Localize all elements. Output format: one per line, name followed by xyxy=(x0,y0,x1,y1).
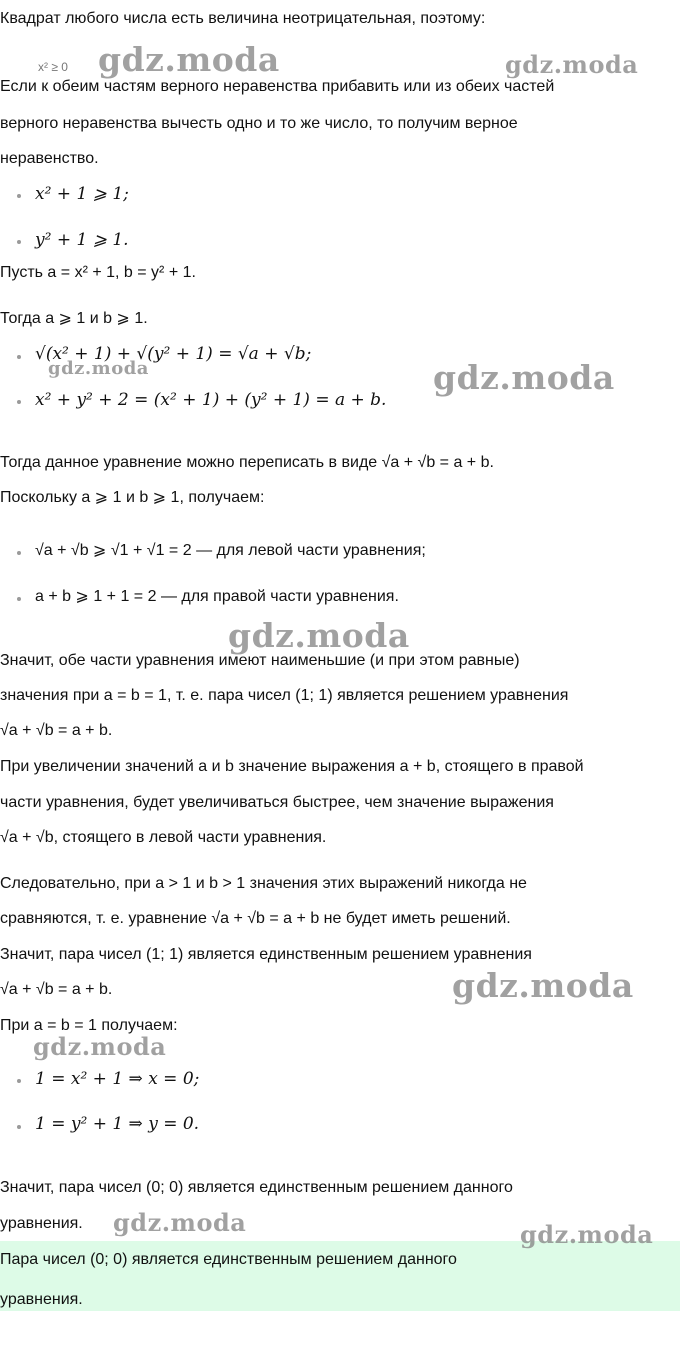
formula-item: a + b ⩾ 1 + 1 = 2 — для правой части уравнения. xyxy=(35,588,399,605)
watermark: gdz.moda xyxy=(452,966,634,1005)
text-line: неравенство. xyxy=(0,150,99,167)
text-line: Следовательно, при a > 1 и b > 1 значения этих выражений никогда не xyxy=(0,875,527,892)
formula-fragment: x² ≥ 0 xyxy=(38,60,68,74)
watermark: gdz.moda xyxy=(48,358,149,379)
watermark: gdz.moda xyxy=(433,358,615,397)
answer-box xyxy=(0,1241,680,1311)
text-line: При увеличении значений a и b значение выражения a + b, стоящего в правой xyxy=(0,758,584,775)
watermark: gdz.moda xyxy=(98,40,280,79)
bullet-dot xyxy=(17,355,21,359)
text-line: При a = b = 1 получаем: xyxy=(0,1017,178,1034)
formula-item: 1 = y² + 1 ⇒ y = 0. xyxy=(35,1114,200,1134)
text-line: Значит, обе части уравнения имеют наименьшие (и при этом равные) xyxy=(0,652,520,669)
formula-item: √(x² + 1) + √(y² + 1) = √a + √b; xyxy=(35,344,312,364)
text-line: Значит, пара чисел (0; 0) является единственным решением данного xyxy=(0,1179,513,1196)
bullet-dot xyxy=(17,194,21,198)
text-line: значения при a = b = 1, т. е. пара чисел (1; 1) является решением уравнения xyxy=(0,687,569,704)
formula-item: 1 = x² + 1 ⇒ x = 0; xyxy=(35,1069,200,1089)
text-line: Тогда a ⩾ 1 и b ⩾ 1. xyxy=(0,310,148,327)
formula-item: y² + 1 ⩾ 1. xyxy=(35,230,129,250)
bullet-dot xyxy=(17,551,21,555)
bullet-dot xyxy=(17,1125,21,1129)
bullet-dot xyxy=(17,240,21,244)
watermark: gdz.moda xyxy=(520,1220,654,1249)
text-line: части уравнения, будет увеличиваться быстрее, чем значение выражения xyxy=(0,794,554,811)
watermark: gdz.moda xyxy=(33,1032,167,1061)
watermark: gdz.moda xyxy=(113,1208,247,1237)
text-line: Если к обеим частям верного неравенства прибавить или из обеих частей xyxy=(0,78,555,95)
text-line: Поскольку a ⩾ 1 и b ⩾ 1, получаем: xyxy=(0,489,265,506)
bullet-dot xyxy=(17,1079,21,1083)
formula-item: √a + √b ⩾ √1 + √1 = 2 — для левой части уравнения; xyxy=(35,542,426,559)
formula-item: x² + y² + 2 = (x² + 1) + (y² + 1) = a + b. xyxy=(35,390,387,410)
text-line: √a + √b, стоящего в левой части уравнения. xyxy=(0,829,327,846)
text-line: Квадрат любого числа есть величина неотрицательная, поэтому: xyxy=(0,10,486,27)
text-line: сравняются, т. е. уравнение √a + √b = a + b не будет иметь решений. xyxy=(0,910,511,927)
watermark: gdz.moda xyxy=(505,50,639,79)
bullet-dot xyxy=(17,597,21,601)
answer-line: уравнения. xyxy=(0,1291,83,1308)
watermark: gdz.moda xyxy=(228,616,410,655)
text-line: уравнения. xyxy=(0,1215,83,1232)
formula-item: x² + 1 ⩾ 1; xyxy=(35,184,129,204)
text-line: √a + √b = a + b. xyxy=(0,981,113,998)
bullet-dot xyxy=(17,400,21,404)
text-line: верного неравенства вычесть одно и то же число, то получим верное xyxy=(0,115,518,132)
text-line: Значит, пара чисел (1; 1) является единственным решением уравнения xyxy=(0,946,532,963)
text-line: Пусть a = x² + 1, b = y² + 1. xyxy=(0,264,196,281)
answer-line: Пара чисел (0; 0) является единственным решением данного xyxy=(0,1251,457,1268)
text-line: Тогда данное уравнение можно переписать в виде √a + √b = a + b. xyxy=(0,454,494,471)
text-line: √a + √b = a + b. xyxy=(0,722,113,739)
